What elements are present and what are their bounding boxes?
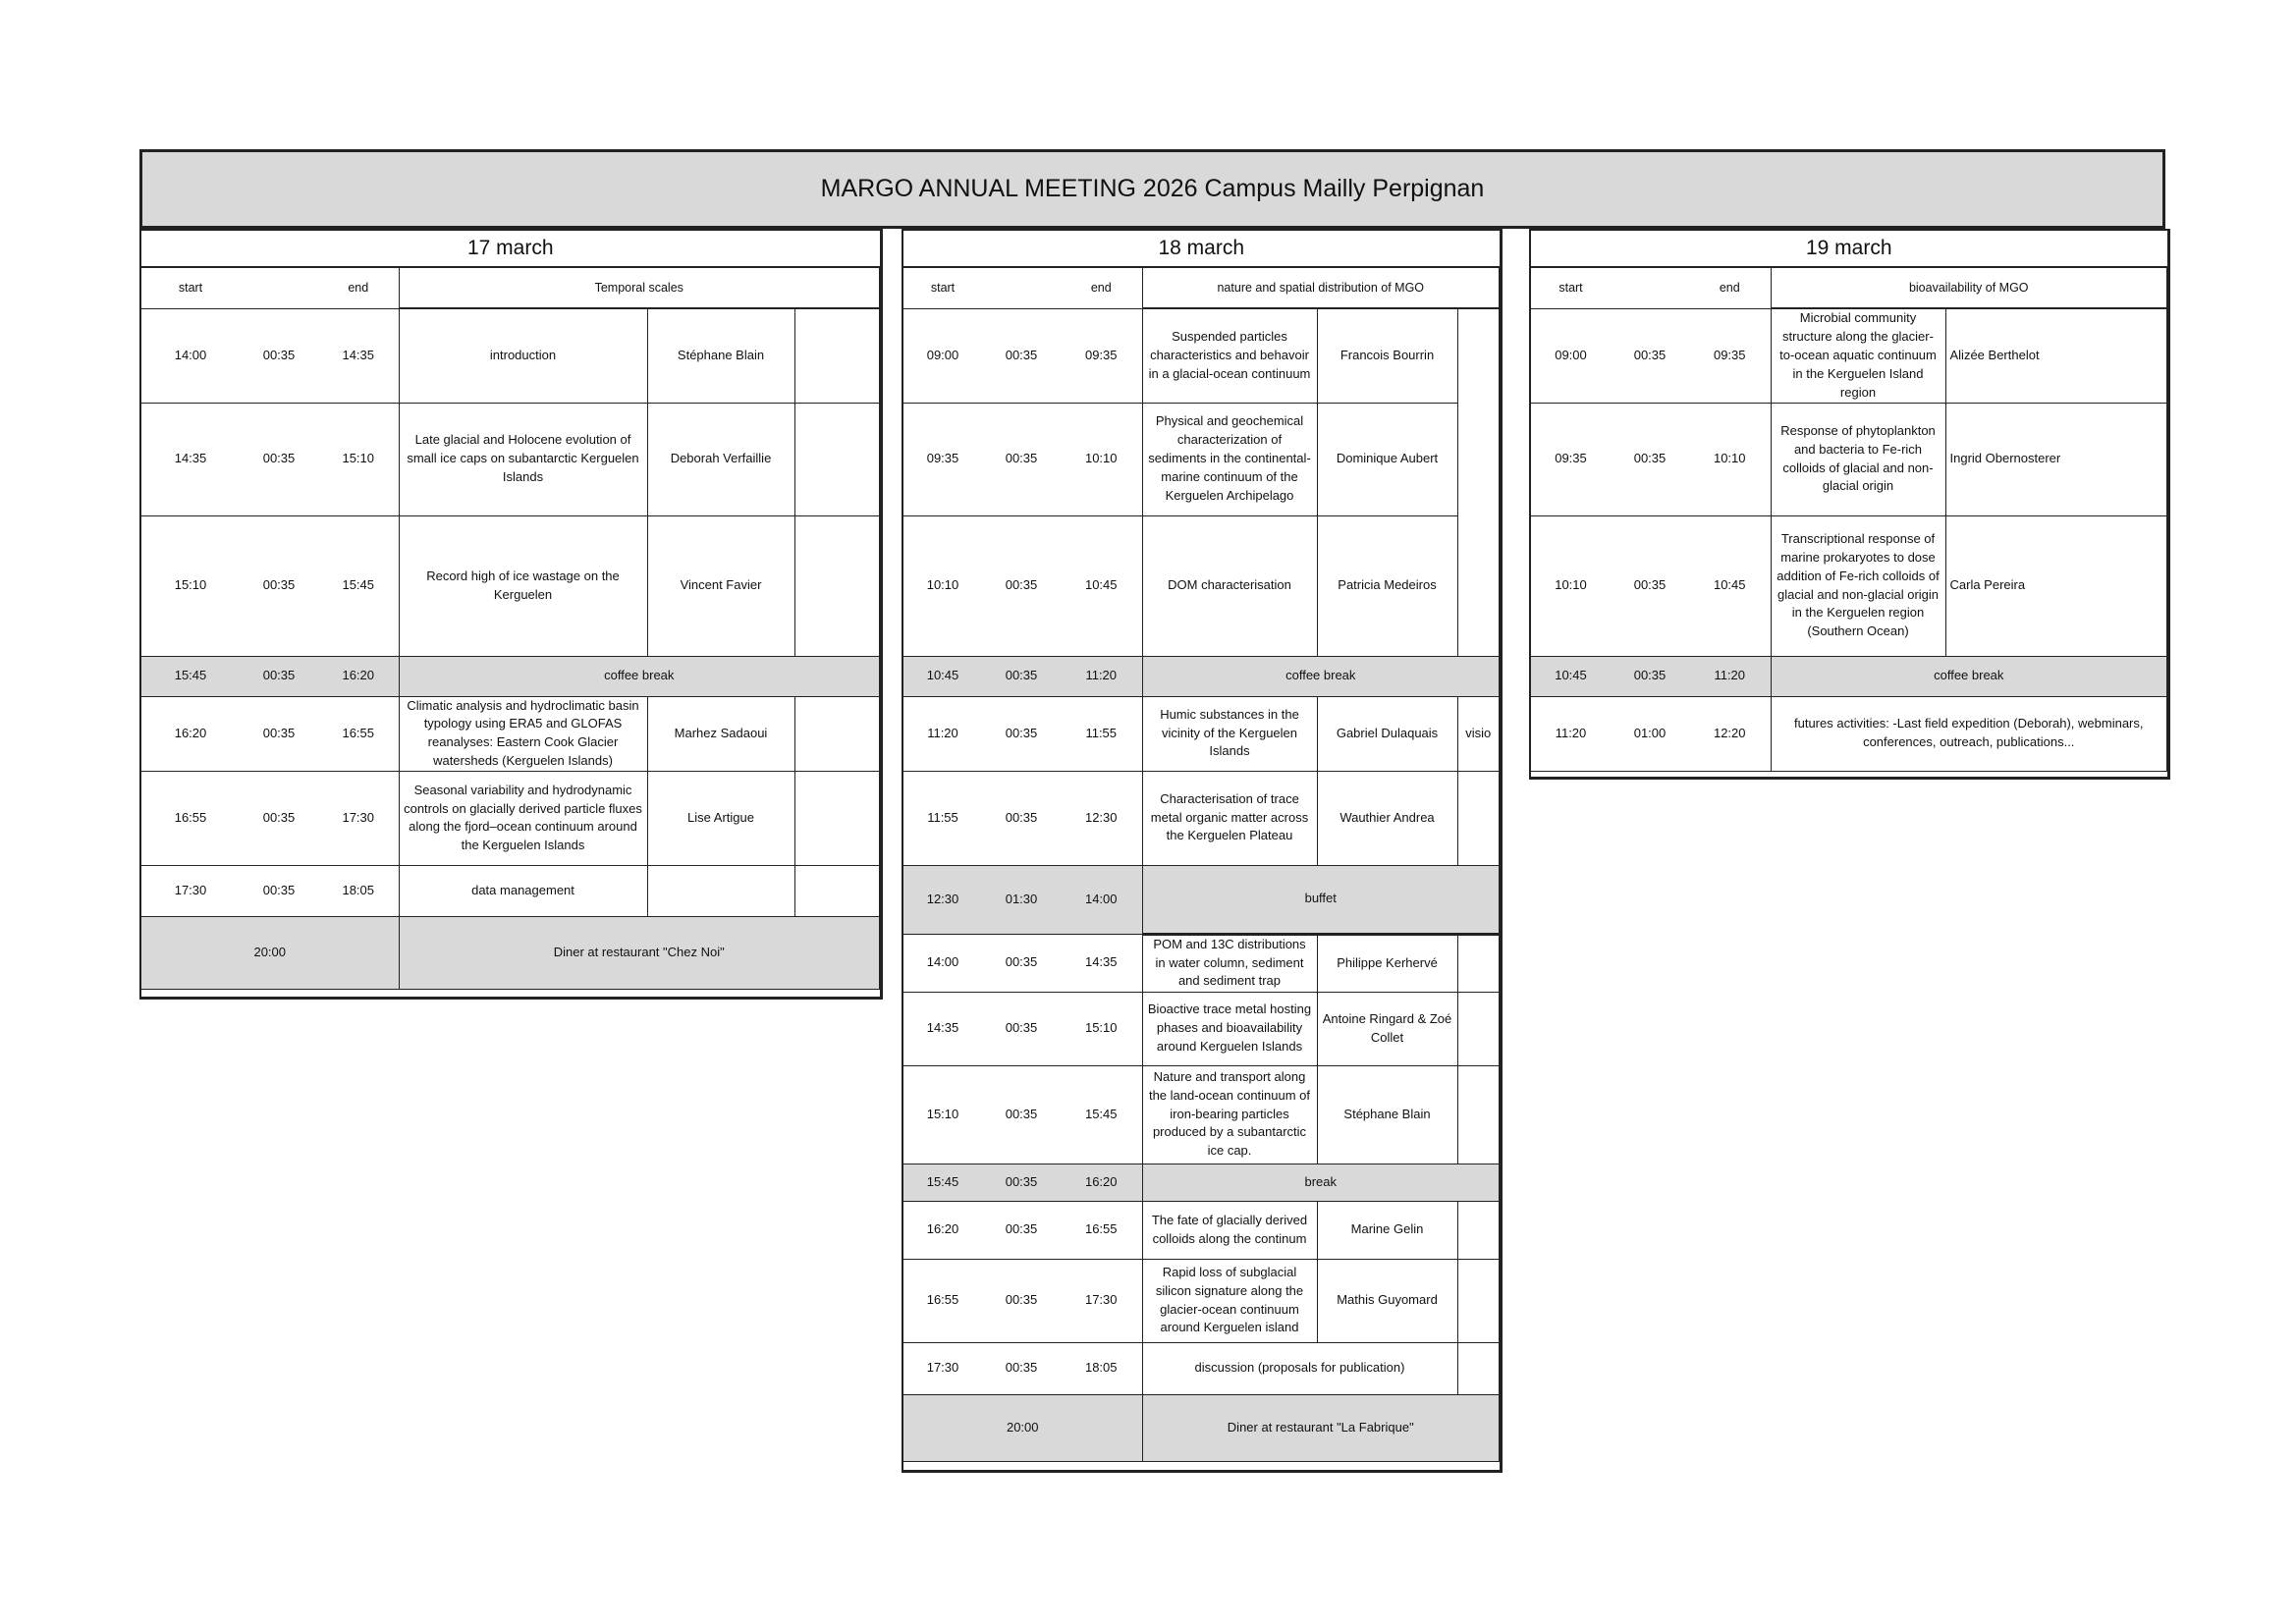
- start-time: 16:55: [141, 771, 240, 865]
- duration: 00:35: [982, 934, 1061, 992]
- start-time: 14:00: [903, 934, 982, 992]
- session-theme: bioavailability of MGO: [1771, 267, 2167, 308]
- notes-cell: [794, 403, 880, 515]
- talk-title: The fate of glacially derived colloids along the continum: [1142, 1201, 1317, 1259]
- talk-title: Seasonal variability and hydrodynamic controls on glacially derived particle fluxes along the fjord–ocean continuum around the Kerguelen Islands: [399, 771, 647, 865]
- duration: 00:35: [982, 403, 1061, 515]
- buffet-row: [903, 865, 1500, 934]
- notes-cell: [1457, 934, 1500, 992]
- table-row: [1531, 515, 2167, 656]
- break-row: [903, 656, 1500, 696]
- end-time: 12:20: [1689, 696, 1771, 771]
- start-time: 15:10: [903, 1065, 982, 1164]
- talk-title: Record high of ice wastage on the Kerguelen: [399, 515, 647, 656]
- duration: 00:35: [240, 696, 318, 771]
- duration: 00:35: [240, 771, 318, 865]
- table-row: [1531, 308, 2167, 403]
- talk-title: DOM characterisation: [1142, 515, 1317, 656]
- speaker: [647, 865, 794, 916]
- duration: 00:35: [1611, 515, 1689, 656]
- table-row: [903, 1201, 1500, 1259]
- start-time: 20:00: [141, 916, 399, 989]
- table-row: [903, 308, 1500, 403]
- day-label: 19 march: [1531, 231, 2167, 267]
- notes-cell: [1457, 308, 1500, 656]
- table-row: [141, 515, 880, 656]
- start-time: 14:35: [903, 992, 982, 1065]
- start-time: 14:35: [141, 403, 240, 515]
- end-time: 15:45: [318, 515, 399, 656]
- end-time: 14:35: [1061, 934, 1142, 992]
- speaker: Patricia Medeiros: [1317, 515, 1457, 656]
- duration: 00:35: [982, 1259, 1061, 1342]
- break-row: [141, 656, 880, 696]
- start-time: 09:00: [903, 308, 982, 403]
- start-time: 15:45: [903, 1164, 982, 1201]
- discussion-label: discussion (proposals for publication): [1142, 1342, 1457, 1394]
- notes-cell: [794, 515, 880, 656]
- break-label: coffee break: [1771, 656, 2167, 696]
- end-time: 10:45: [1689, 515, 1771, 656]
- col-end-label: end: [1689, 267, 1771, 308]
- duration: 00:35: [1611, 403, 1689, 515]
- duration: 00:35: [1611, 656, 1689, 696]
- duration: 00:35: [982, 515, 1061, 656]
- day-19-march-table: [1529, 229, 2170, 780]
- table-row: [903, 515, 1500, 656]
- page-title: MARGO ANNUAL MEETING 2026 Campus Mailly Perpignan: [139, 149, 2165, 229]
- talk-title: Physical and geochemical characterization of sediments in the continental-marine continuum of the Kerguelen Archipelago: [1142, 403, 1317, 515]
- speaker: Stéphane Blain: [647, 308, 794, 403]
- talk-title: Suspended particles characteristics and behavoir in a glacial-ocean continuum: [1142, 308, 1317, 403]
- end-time: 16:55: [1061, 1201, 1142, 1259]
- dinner-label: Diner at restaurant "Chez Noi": [399, 916, 880, 989]
- dinner-label: Diner at restaurant "La Fabrique": [1142, 1394, 1500, 1461]
- notes-cell: [1457, 1259, 1500, 1342]
- duration: 00:35: [240, 403, 318, 515]
- day-label: 17 march: [141, 231, 880, 267]
- start-time: 16:20: [903, 1201, 982, 1259]
- start-time: 11:55: [903, 771, 982, 865]
- table-row: [903, 934, 1500, 992]
- table-row: [1531, 696, 2167, 771]
- table-row: [903, 771, 1500, 865]
- notes-cell: [1457, 1065, 1500, 1164]
- talk-title: Nature and transport along the land-ocean continuum of iron-bearing particles produced by a subantarctic ice cap.: [1142, 1065, 1317, 1164]
- speaker: Lise Artigue: [647, 771, 794, 865]
- end-time: 17:30: [1061, 1259, 1142, 1342]
- table-row: [141, 403, 880, 515]
- start-time: 16:20: [141, 696, 240, 771]
- speaker: Marine Gelin: [1317, 1201, 1457, 1259]
- table-row: [141, 865, 880, 916]
- start-time: 15:10: [141, 515, 240, 656]
- col-start-label: start: [141, 267, 240, 308]
- notes-cell: [1457, 992, 1500, 1065]
- talk-title: Late glacial and Holocene evolution of small ice caps on subantarctic Kerguelen Islands: [399, 403, 647, 515]
- session-theme: Temporal scales: [399, 267, 880, 308]
- end-time: 15:10: [318, 403, 399, 515]
- end-time: 11:55: [1061, 696, 1142, 771]
- session-theme: nature and spatial distribution of MGO: [1142, 267, 1500, 308]
- break-label: break: [1142, 1164, 1500, 1201]
- duration: 00:35: [982, 1164, 1061, 1201]
- start-time: 10:45: [1531, 656, 1611, 696]
- talk-title: Microbial community structure along the glacier-to-ocean aquatic continuum in the Kerguelen Island region: [1771, 308, 1945, 403]
- talk-title: introduction: [399, 308, 647, 403]
- table-row: [903, 1342, 1500, 1394]
- talk-title: Characterisation of trace metal organic matter across the Kerguelen Plateau: [1142, 771, 1317, 865]
- notes-cell: [794, 865, 880, 916]
- day-18-march-table: [902, 229, 1503, 1473]
- duration: 00:35: [240, 865, 318, 916]
- duration: 00:35: [240, 515, 318, 656]
- duration: 00:35: [982, 771, 1061, 865]
- end-time: 15:45: [1061, 1065, 1142, 1164]
- table-row: [903, 992, 1500, 1065]
- start-time: 10:10: [1531, 515, 1611, 656]
- duration: 00:35: [240, 308, 318, 403]
- talk-title: Climatic analysis and hydroclimatic basin typology using ERA5 and GLOFAS reanalyses: Eastern Cook Glacier watersheds (Kerguelen Islands): [399, 696, 647, 771]
- end-time: 18:05: [1061, 1342, 1142, 1394]
- notes-cell: [794, 308, 880, 403]
- start-time: 17:30: [141, 865, 240, 916]
- end-time: 17:30: [318, 771, 399, 865]
- break-label: coffee break: [1142, 656, 1500, 696]
- talk-title: POM and 13C distributions in water column, sediment and sediment trap: [1142, 934, 1317, 992]
- table-row: [903, 1065, 1500, 1164]
- duration: 00:35: [982, 992, 1061, 1065]
- end-time: 16:20: [318, 656, 399, 696]
- notes-cell: [794, 696, 880, 771]
- talk-title: data management: [399, 865, 647, 916]
- speaker: Francois Bourrin: [1317, 308, 1457, 403]
- speaker: Vincent Favier: [647, 515, 794, 656]
- break-row: [903, 1164, 1500, 1201]
- speaker: Marhez Sadaoui: [647, 696, 794, 771]
- duration: 00:35: [982, 1065, 1061, 1164]
- dinner-row: [141, 916, 880, 989]
- talk-title: Rapid loss of subglacial silicon signature along the glacier-ocean continuum around Kerguelen island: [1142, 1259, 1317, 1342]
- duration: 00:35: [1611, 308, 1689, 403]
- end-time: 15:10: [1061, 992, 1142, 1065]
- start-time: 12:30: [903, 865, 982, 934]
- speaker: Ingrid Obernosterer: [1945, 403, 2167, 515]
- duration: 00:35: [240, 656, 318, 696]
- talk-title: Humic substances in the vicinity of the Kerguelen Islands: [1142, 696, 1317, 771]
- start-time: 09:00: [1531, 308, 1611, 403]
- end-time: 16:55: [318, 696, 399, 771]
- end-time: 14:35: [318, 308, 399, 403]
- start-time: 11:20: [903, 696, 982, 771]
- start-time: 20:00: [903, 1394, 1142, 1461]
- start-time: 09:35: [1531, 403, 1611, 515]
- duration: 01:30: [982, 865, 1061, 934]
- table-row: [1531, 403, 2167, 515]
- end-time: 09:35: [1061, 308, 1142, 403]
- speaker: Mathis Guyomard: [1317, 1259, 1457, 1342]
- break-row: [1531, 656, 2167, 696]
- start-time: 15:45: [141, 656, 240, 696]
- day-label: 18 march: [903, 231, 1500, 267]
- table-row: [903, 1259, 1500, 1342]
- end-time: 09:35: [1689, 308, 1771, 403]
- speaker: Deborah Verfaillie: [647, 403, 794, 515]
- break-label: coffee break: [399, 656, 880, 696]
- start-time: 10:10: [903, 515, 982, 656]
- start-time: 11:20: [1531, 696, 1611, 771]
- notes-cell: [1457, 771, 1500, 865]
- end-time: 14:00: [1061, 865, 1142, 934]
- end-time: 11:20: [1061, 656, 1142, 696]
- talk-title: Bioactive trace metal hosting phases and bioavailability around Kerguelen Islands: [1142, 992, 1317, 1065]
- start-time: 14:00: [141, 308, 240, 403]
- end-time: 18:05: [318, 865, 399, 916]
- speaker: Alizée Berthelot: [1945, 308, 2167, 403]
- day-17-march-table: [139, 229, 883, 1000]
- talk-title: Response of phytoplankton and bacteria to Fe-rich colloids of glacial and non-glacial origin: [1771, 403, 1945, 515]
- end-time: 10:10: [1689, 403, 1771, 515]
- speaker: Antoine Ringard & Zoé Collet: [1317, 992, 1457, 1065]
- notes-cell: [1457, 1342, 1500, 1394]
- col-end-label: end: [1061, 267, 1142, 308]
- duration: 00:35: [982, 308, 1061, 403]
- start-time: 09:35: [903, 403, 982, 515]
- notes-cell: [794, 771, 880, 865]
- talk-title: Transcriptional response of marine prokaryotes to dose addition of Fe-rich colloids of glacial and non-glacial origin in the Kerguelen region (Southern Ocean): [1771, 515, 1945, 656]
- duration: 00:35: [982, 1201, 1061, 1259]
- table-row: [903, 696, 1500, 771]
- dinner-row: [903, 1394, 1500, 1461]
- table-row: [141, 308, 880, 403]
- speaker: Carla Pereira: [1945, 515, 2167, 656]
- col-end-label: end: [318, 267, 399, 308]
- end-time: 16:20: [1061, 1164, 1142, 1201]
- start-time: 17:30: [903, 1342, 982, 1394]
- speaker: Wauthier Andrea: [1317, 771, 1457, 865]
- start-time: 10:45: [903, 656, 982, 696]
- end-time: 10:10: [1061, 403, 1142, 515]
- start-time: 16:55: [903, 1259, 982, 1342]
- buffet-label: buffet: [1142, 865, 1500, 934]
- end-time: 12:30: [1061, 771, 1142, 865]
- speaker: Gabriel Dulaquais: [1317, 696, 1457, 771]
- end-time: 11:20: [1689, 656, 1771, 696]
- table-row: [141, 771, 880, 865]
- col-start-label: start: [1531, 267, 1611, 308]
- end-time: 10:45: [1061, 515, 1142, 656]
- table-row: [141, 696, 880, 771]
- speaker: Philippe Kerhervé: [1317, 934, 1457, 992]
- duration: 00:35: [982, 1342, 1061, 1394]
- duration: 01:00: [1611, 696, 1689, 771]
- notes-cell: [1457, 1201, 1500, 1259]
- future-activities: futures activities: -Last field expedition (Deborah), webminars, conferences, outreach, publications...: [1771, 696, 2167, 771]
- duration: 00:35: [982, 656, 1061, 696]
- col-start-label: start: [903, 267, 982, 308]
- table-row: [903, 403, 1500, 515]
- speaker: Stéphane Blain: [1317, 1065, 1457, 1164]
- speaker: Dominique Aubert: [1317, 403, 1457, 515]
- visio-note: visio: [1457, 696, 1500, 771]
- duration: 00:35: [982, 696, 1061, 771]
